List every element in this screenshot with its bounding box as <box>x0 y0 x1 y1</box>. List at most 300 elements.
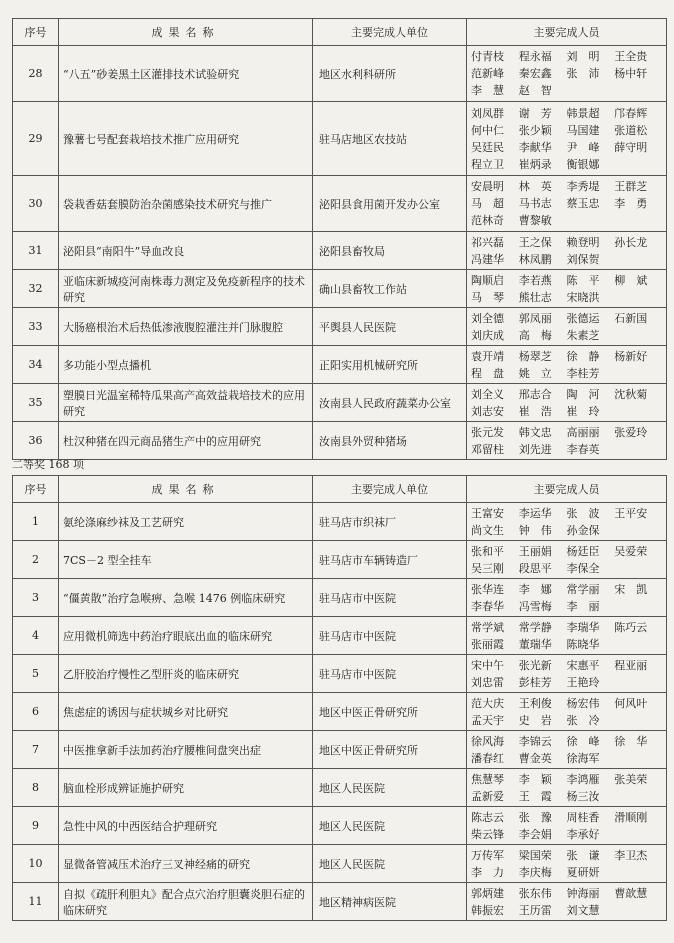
person-name: 高 梅 <box>518 328 552 342</box>
person-name: 常学静 <box>518 620 552 634</box>
person-name: 李会娟 <box>518 827 552 841</box>
person-name: 何风叶 <box>614 696 648 710</box>
row-people <box>467 617 667 655</box>
person-name: 张 谦 <box>566 848 600 862</box>
person-name: 张 沛 <box>566 67 600 80</box>
people-line <box>471 619 662 636</box>
row-people <box>467 655 667 693</box>
person-name <box>614 212 662 229</box>
person-name: 李 勇 <box>614 197 648 210</box>
person-name: 李 颖 <box>518 772 552 786</box>
row-index: 1 <box>13 503 59 541</box>
row-people <box>467 731 667 769</box>
row-index: 4 <box>13 617 59 655</box>
row-unit: 地区中医正骨研究所 <box>313 693 467 731</box>
row-title: 亚临床新城疫河南株毒力测定及免疫新程序的技术研究 <box>59 270 313 308</box>
people-line <box>471 847 662 864</box>
row-title: 泌阳县“南阳牛”导血改良 <box>59 232 313 270</box>
header-title: 成果名称 <box>59 19 313 46</box>
person-name: 刘庆成 <box>471 328 504 342</box>
person-name: 衡银娜 <box>566 157 600 171</box>
person-name: 熊壮志 <box>518 290 552 304</box>
person-name: 周桂香 <box>566 810 600 824</box>
awards-table-first-class <box>12 18 667 460</box>
row-title: 氨纶涤麻纱袜及工艺研究 <box>59 503 313 541</box>
row-people <box>467 384 667 422</box>
person-name: 马书志 <box>518 197 552 210</box>
person-name: 张和平 <box>471 544 504 558</box>
people-line <box>471 712 662 729</box>
people-line <box>471 82 662 99</box>
person-name: 冯雪梅 <box>518 599 552 613</box>
person-name <box>567 212 615 229</box>
person-name: 杨廷臣 <box>566 544 600 558</box>
person-name: 徐 华 <box>614 734 648 748</box>
person-name: 张少颖 <box>518 123 552 137</box>
person-name: 彭桂芳 <box>518 675 552 689</box>
person-name: 陈 平 <box>566 273 600 287</box>
row-people <box>467 46 667 102</box>
row-title: 大肠癌根治术后热低渗液腹腔灌注并门脉腹腔 <box>59 308 313 346</box>
person-name: 杨新好 <box>614 349 648 363</box>
people-line <box>471 327 662 344</box>
row-unit: 汝南县人民政府蔬菜办公室 <box>313 384 467 422</box>
row-index: 32 <box>13 270 59 308</box>
people-line <box>471 902 662 919</box>
person-name: 李承好 <box>566 827 600 841</box>
person-name: 孟天宇 <box>471 713 504 727</box>
people-line <box>471 864 662 881</box>
row-title: 乙肝胶治疗慢性乙型肝炎的临床研究 <box>59 655 313 693</box>
row-unit: 地区人民医院 <box>313 769 467 807</box>
person-name: 陈晓华 <box>566 637 600 651</box>
person-name <box>614 441 662 458</box>
people-line <box>471 505 662 522</box>
awards-table-second-prize <box>12 475 667 921</box>
row-people <box>467 693 667 731</box>
person-name <box>614 864 662 881</box>
row-index: 2 <box>13 541 59 579</box>
person-name: 刘文慧 <box>566 903 600 917</box>
people-line <box>471 695 662 712</box>
person-name: 陈志云 <box>471 810 504 824</box>
person-name: 徐海军 <box>566 751 600 765</box>
people-line <box>471 788 662 805</box>
person-name: 张爱玲 <box>614 425 648 439</box>
person-name: 尹 峰 <box>566 140 600 154</box>
person-name: 陶顺启 <box>471 273 504 287</box>
people-line <box>471 598 662 615</box>
header-unit: 主要完成人单位 <box>313 476 467 503</box>
row-title: 塑膜日光温室稀特瓜果高产高效益栽培技术的应用研究 <box>59 384 313 422</box>
person-name: 徐 峰 <box>566 734 600 748</box>
people-line <box>471 48 662 65</box>
header-idx: 序号 <box>13 19 59 46</box>
row-unit: 汝南县外贸种猪场 <box>313 422 467 460</box>
person-name: 史 岩 <box>518 713 552 727</box>
person-name <box>614 522 662 539</box>
person-name: 王 霞 <box>518 789 552 803</box>
person-name: 柴云锋 <box>471 827 504 841</box>
person-name: 何中仁 <box>471 123 504 137</box>
person-name: 沈秋菊 <box>614 387 648 401</box>
row-people <box>467 308 667 346</box>
person-name: 曹歆慧 <box>614 886 648 900</box>
person-name: 刘全义 <box>471 387 504 401</box>
row-people <box>467 541 667 579</box>
person-name: 程立卫 <box>471 157 504 171</box>
people-line <box>471 365 662 382</box>
person-name: 李桂芳 <box>566 366 600 380</box>
person-name <box>614 712 662 729</box>
table-row <box>13 693 667 731</box>
people-line <box>471 543 662 560</box>
person-name: 张道松 <box>614 123 648 137</box>
person-name: 焦慧琴 <box>471 772 504 786</box>
people-line <box>471 234 662 251</box>
row-index: 7 <box>13 731 59 769</box>
person-name: 宋中午 <box>471 658 504 672</box>
person-name: 孟新爱 <box>471 789 504 803</box>
person-name: 李瑞华 <box>566 620 600 634</box>
people-line <box>471 750 662 767</box>
table-row <box>13 232 667 270</box>
person-name: 马国建 <box>566 123 600 137</box>
table-row <box>13 308 667 346</box>
person-name: 王历雷 <box>518 903 552 917</box>
row-title: 豫薯七号配套栽培技术推广应用研究 <box>59 102 313 176</box>
people-line <box>471 733 662 750</box>
person-name <box>614 636 662 653</box>
row-people <box>467 176 667 232</box>
people-line <box>471 178 662 195</box>
person-name <box>614 327 662 344</box>
person-name <box>614 598 662 615</box>
person-name: 李卫杰 <box>614 848 648 862</box>
row-unit: 地区人民医院 <box>313 845 467 883</box>
person-name <box>567 82 615 99</box>
person-name: 李若燕 <box>518 273 552 287</box>
people-line <box>471 657 662 674</box>
row-index: 36 <box>13 422 59 460</box>
person-name: 李 慧 <box>471 84 504 97</box>
person-name: 崔 浩 <box>518 404 552 418</box>
person-name: 王富安 <box>471 506 504 520</box>
person-name: 范新峰 <box>471 67 504 80</box>
person-name: 刘全德 <box>471 311 504 325</box>
row-people <box>467 270 667 308</box>
row-index: 31 <box>13 232 59 270</box>
person-name: 林 英 <box>518 180 552 193</box>
person-name: 谢 芳 <box>518 106 552 120</box>
person-name: 杨宏伟 <box>566 696 600 710</box>
person-name: 马 琴 <box>471 290 504 304</box>
row-unit: 泌阳县食用菌开发办公室 <box>313 176 467 232</box>
person-name: 邝春辉 <box>614 106 648 120</box>
person-name: 刘忠雷 <box>471 675 504 689</box>
row-unit: 驻马店市中医院 <box>313 655 467 693</box>
people-line <box>471 674 662 691</box>
person-name: 张 波 <box>566 506 600 520</box>
person-name: 付青枝 <box>471 50 504 63</box>
row-index: 5 <box>13 655 59 693</box>
table-header <box>13 19 667 46</box>
row-unit: 驻马店市车辆铸造厂 <box>313 541 467 579</box>
row-index: 3 <box>13 579 59 617</box>
person-name <box>614 788 662 805</box>
row-title: 显微备管减压术治疗三叉神经痛的研究 <box>59 845 313 883</box>
person-name: 马 超 <box>471 197 504 210</box>
table-body <box>13 503 667 921</box>
row-index: 34 <box>13 346 59 384</box>
table-row <box>13 270 667 308</box>
row-title: “八五”砂姜黑土区灌排技术试验研究 <box>59 46 313 102</box>
table-row <box>13 176 667 232</box>
person-name: 孙金保 <box>566 523 600 537</box>
people-line <box>471 581 662 598</box>
table-row <box>13 346 667 384</box>
people-line <box>471 251 662 268</box>
person-name: 吴三刚 <box>471 561 504 575</box>
row-unit: 地区精神病医院 <box>313 883 467 921</box>
row-people <box>467 422 667 460</box>
row-index: 29 <box>13 102 59 176</box>
person-name <box>614 750 662 767</box>
people-line <box>471 348 662 365</box>
people-line <box>471 195 662 212</box>
person-name: 王丽娟 <box>518 544 552 558</box>
person-name: 高丽丽 <box>566 425 600 439</box>
person-name: 李 丽 <box>566 599 600 613</box>
row-unit: 地区人民医院 <box>313 807 467 845</box>
person-name <box>614 902 662 919</box>
person-name: 郭炳建 <box>471 886 504 900</box>
person-name: 徐风海 <box>471 734 504 748</box>
person-name: 赵 智 <box>518 84 552 97</box>
person-name: 李锦云 <box>518 734 552 748</box>
row-title: 应用微机筛选中药治疗眼底出血的临床研究 <box>59 617 313 655</box>
person-name <box>614 156 662 173</box>
row-people <box>467 883 667 921</box>
header-people: 主要完成人员 <box>467 19 667 46</box>
header-unit: 主要完成人单位 <box>313 19 467 46</box>
person-name: 张 冷 <box>566 713 600 727</box>
person-name: 宋晓洪 <box>566 290 600 304</box>
person-name: 张美荣 <box>614 772 648 786</box>
people-line <box>471 289 662 306</box>
row-title: 多功能小型点播机 <box>59 346 313 384</box>
table-row <box>13 807 667 845</box>
row-people <box>467 346 667 384</box>
person-name: 段思平 <box>518 561 552 575</box>
person-name: 梁国荣 <box>518 848 552 862</box>
row-people <box>467 807 667 845</box>
person-name: 冯建华 <box>471 252 504 266</box>
person-name: 常学丽 <box>566 582 600 596</box>
table-row <box>13 503 667 541</box>
person-name: 宋惠平 <box>566 658 600 672</box>
person-name: 刘 明 <box>566 50 600 63</box>
person-name: 崔炳录 <box>518 157 552 171</box>
person-name: 邢志合 <box>518 387 552 401</box>
person-name: 钟 伟 <box>518 523 552 537</box>
table-body <box>13 46 667 460</box>
section-heading-second-prize: 二等奖 168 项 <box>12 458 84 471</box>
row-index: 33 <box>13 308 59 346</box>
row-title: 焦虑症的诱因与症状城乡对比研究 <box>59 693 313 731</box>
row-unit: 地区水利科研所 <box>313 46 467 102</box>
person-name: 曹黎敏 <box>518 214 552 227</box>
people-line <box>471 403 662 420</box>
people-line <box>471 65 662 82</box>
row-unit: 驻马店市中医院 <box>313 617 467 655</box>
person-name: 刘保贺 <box>566 252 600 266</box>
person-name: 李鸿雁 <box>566 772 600 786</box>
person-name: 祁兴磊 <box>471 235 504 249</box>
table-row <box>13 579 667 617</box>
person-name: 李春华 <box>471 599 504 613</box>
person-name: 宋 凯 <box>614 582 648 596</box>
people-line <box>471 310 662 327</box>
people-line <box>471 826 662 843</box>
person-name: 石新国 <box>614 311 648 325</box>
person-name: 陈巧云 <box>614 620 648 634</box>
person-name: 朱素芝 <box>566 328 600 342</box>
row-people <box>467 769 667 807</box>
person-name: 李秀堤 <box>566 180 600 193</box>
person-name: 孙长龙 <box>614 235 648 249</box>
person-name: 张东伟 <box>518 886 552 900</box>
person-name: 蔡玉忠 <box>566 197 600 210</box>
person-name: 滑顺刚 <box>614 810 648 824</box>
person-name: 李 娜 <box>518 582 552 596</box>
person-name: 张丽霞 <box>471 637 504 651</box>
person-name: 王之保 <box>518 235 552 249</box>
person-name: 韩景超 <box>566 106 600 120</box>
person-name: 董瑞华 <box>518 637 552 651</box>
person-name <box>614 365 662 382</box>
people-line <box>471 441 662 458</box>
person-name: 尚文生 <box>471 523 504 537</box>
row-index: 6 <box>13 693 59 731</box>
table-header <box>13 476 667 503</box>
people-line <box>471 272 662 289</box>
header-title: 成果名称 <box>59 476 313 503</box>
person-name: 李 力 <box>471 865 504 879</box>
person-name: 崔 玲 <box>566 404 600 418</box>
person-name: 李春英 <box>566 442 600 456</box>
person-name: 安晨明 <box>471 180 504 193</box>
people-line <box>471 386 662 403</box>
person-name: 张元发 <box>471 425 504 439</box>
row-title: 急性中风的中西医结合护理研究 <box>59 807 313 845</box>
person-name <box>614 251 662 268</box>
person-name: 赖登明 <box>566 235 600 249</box>
people-line <box>471 122 662 139</box>
person-name: 程亚丽 <box>614 658 648 672</box>
person-name: 李保全 <box>566 561 600 575</box>
table-row <box>13 422 667 460</box>
person-name: 张华连 <box>471 582 504 596</box>
person-name <box>614 826 662 843</box>
table-row <box>13 655 667 693</box>
person-name: 王平安 <box>614 506 648 520</box>
header-people: 主要完成人员 <box>467 476 667 503</box>
table-row <box>13 845 667 883</box>
row-unit: 驻马店市中医院 <box>313 579 467 617</box>
row-unit: 确山县畜牧工作站 <box>313 270 467 308</box>
row-unit: 平舆县人民医院 <box>313 308 467 346</box>
row-title: 杜汉种猪在四元商品猪生产中的应用研究 <box>59 422 313 460</box>
row-people <box>467 102 667 176</box>
person-name: 王艳玲 <box>566 675 600 689</box>
table-row <box>13 617 667 655</box>
row-people <box>467 845 667 883</box>
person-name: 潘春红 <box>471 751 504 765</box>
table-row <box>13 769 667 807</box>
table-row <box>13 731 667 769</box>
person-name: 夏研妍 <box>566 865 600 879</box>
people-line <box>471 424 662 441</box>
row-people <box>467 579 667 617</box>
person-name: 李献华 <box>518 140 552 154</box>
person-name: 杨三汝 <box>566 789 600 803</box>
person-name: 郭凤丽 <box>518 311 552 325</box>
person-name: 张德运 <box>566 311 600 325</box>
person-name <box>614 403 662 420</box>
table-row <box>13 46 667 102</box>
person-name <box>614 82 662 99</box>
person-name: 刘凤群 <box>471 106 504 120</box>
person-name: 柳 斌 <box>614 273 648 287</box>
person-name: 王群芝 <box>614 180 648 193</box>
person-name <box>614 674 662 691</box>
people-line <box>471 885 662 902</box>
person-name: 张光新 <box>518 658 552 672</box>
person-name: 王全贵 <box>614 50 648 63</box>
row-title: 袋栽香菇套膜防治杂菌感染技术研究与推广 <box>59 176 313 232</box>
row-unit: 泌阳县畜牧局 <box>313 232 467 270</box>
row-index: 8 <box>13 769 59 807</box>
person-name: 常学斌 <box>471 620 504 634</box>
person-name <box>614 560 662 577</box>
person-name: 范大庆 <box>471 696 504 710</box>
table-row <box>13 883 667 921</box>
person-name: 王利俊 <box>518 696 552 710</box>
people-line <box>471 636 662 653</box>
people-line <box>471 809 662 826</box>
people-line <box>471 522 662 539</box>
row-unit: 驻马店市织袜厂 <box>313 503 467 541</box>
row-unit: 正阳实用机械研究所 <box>313 346 467 384</box>
person-name: 范林奇 <box>471 214 504 227</box>
row-unit: 地区中医正骨研究所 <box>313 731 467 769</box>
person-name: 吴廷民 <box>471 140 504 154</box>
table-row <box>13 384 667 422</box>
person-name: 杨中轩 <box>614 67 648 80</box>
header-idx: 序号 <box>13 476 59 503</box>
row-index: 28 <box>13 46 59 102</box>
person-name: 姚 立 <box>518 366 552 380</box>
person-name: 刘先进 <box>518 442 552 456</box>
row-index: 35 <box>13 384 59 422</box>
person-name: 徐 静 <box>566 349 600 363</box>
people-line <box>471 771 662 788</box>
row-unit: 驻马店地区农技站 <box>313 102 467 176</box>
row-title: “僵黄散”治疗急喉痹、急喉 1476 例临床研究 <box>59 579 313 617</box>
people-line <box>471 560 662 577</box>
row-index: 10 <box>13 845 59 883</box>
